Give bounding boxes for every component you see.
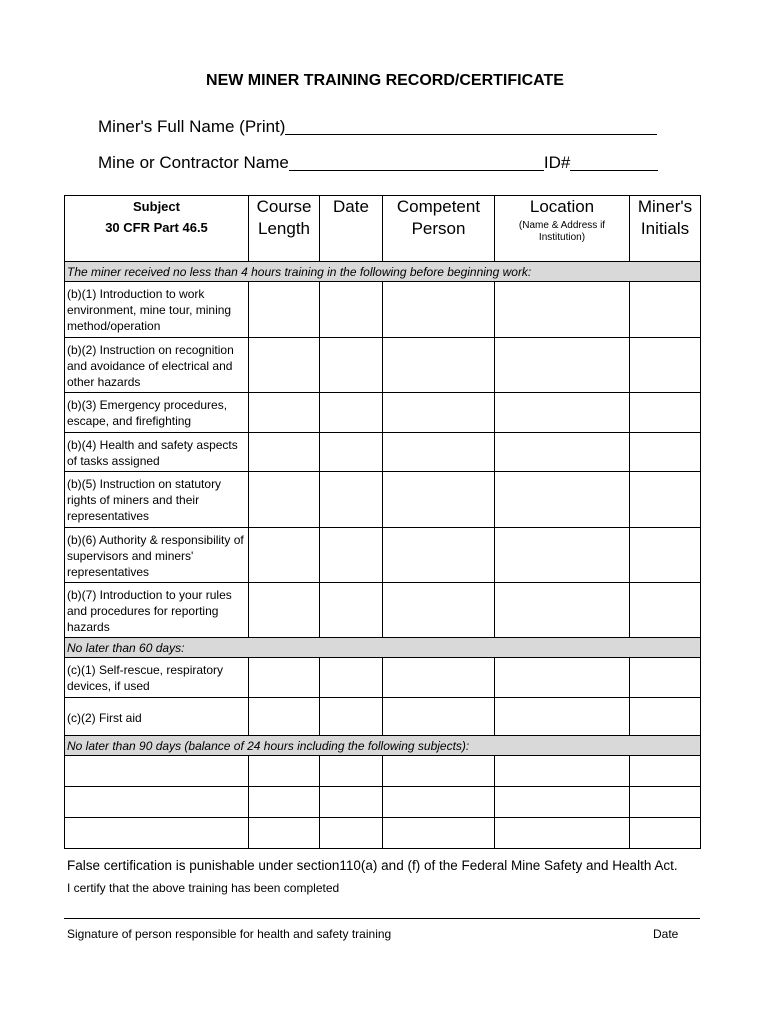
- competent-person-header: [383, 196, 495, 262]
- location-cell[interactable]: [495, 756, 630, 787]
- course-header-line1: Course: [256, 197, 312, 216]
- signature-line[interactable]: [64, 918, 700, 919]
- table-row: [65, 583, 701, 638]
- signature-date-label: Date: [653, 927, 679, 941]
- date-header: [320, 196, 383, 262]
- mine-contractor-field: [98, 153, 658, 173]
- subject-c2: (c)(2) First aid: [65, 698, 249, 736]
- initials-cell[interactable]: [630, 472, 701, 528]
- id-input-line[interactable]: [570, 154, 658, 171]
- table-row: [65, 528, 701, 583]
- signature-label: Signature of person responsible for health and safety training: [67, 927, 392, 941]
- location-cell[interactable]: [495, 282, 630, 338]
- competent-person-cell[interactable]: [383, 338, 495, 393]
- location-header-label: Location: [529, 197, 595, 216]
- date-cell[interactable]: [320, 282, 383, 338]
- subject-cell-blank[interactable]: [65, 756, 249, 787]
- date-cell[interactable]: [320, 756, 383, 787]
- subject-b6: (b)(6) Authority & responsibility of supervisors and miners' representatives: [65, 528, 249, 583]
- table-row: [65, 756, 701, 787]
- competent-person-cell[interactable]: [383, 472, 495, 528]
- initials-cell[interactable]: [630, 433, 701, 472]
- table-row: [65, 698, 701, 736]
- table-row: [65, 433, 701, 472]
- location-cell[interactable]: [495, 787, 630, 818]
- initials-cell[interactable]: [630, 338, 701, 393]
- initials-cell[interactable]: [630, 393, 701, 433]
- course-length-cell[interactable]: [249, 433, 320, 472]
- competent-header-line2: Person: [411, 219, 466, 238]
- subject-header-line1: Subject: [133, 199, 180, 214]
- miners-initials-header: [630, 196, 701, 262]
- date-cell[interactable]: [320, 658, 383, 698]
- subject-header: [65, 196, 249, 262]
- competent-person-cell[interactable]: [383, 698, 495, 736]
- subject-b7: (b)(7) Introduction to your rules and procedures for reporting hazards: [65, 583, 249, 638]
- course-length-cell[interactable]: [249, 528, 320, 583]
- course-length-cell[interactable]: [249, 658, 320, 698]
- competent-person-cell[interactable]: [383, 658, 495, 698]
- initials-header-line2: Initials: [640, 219, 690, 238]
- date-cell[interactable]: [320, 787, 383, 818]
- competent-person-cell[interactable]: [383, 756, 495, 787]
- course-length-cell[interactable]: [249, 698, 320, 736]
- date-cell[interactable]: [320, 472, 383, 528]
- id-label: ID#: [543, 153, 571, 172]
- date-cell[interactable]: [320, 338, 383, 393]
- subject-b5: (b)(5) Instruction on statutory rights of miners and their representatives: [65, 472, 249, 528]
- header-row: [65, 196, 701, 262]
- course-length-cell[interactable]: [249, 338, 320, 393]
- location-cell[interactable]: [495, 583, 630, 638]
- initials-header-line1: Miner's: [637, 197, 693, 216]
- miner-name-field: [98, 117, 657, 137]
- table-row: [65, 393, 701, 433]
- date-cell[interactable]: [320, 583, 383, 638]
- certify-statement: I certify that the above training has been completed: [67, 881, 340, 895]
- course-length-cell[interactable]: [249, 583, 320, 638]
- mine-name-input-line[interactable]: [289, 154, 544, 171]
- miner-name-input-line[interactable]: [285, 118, 657, 135]
- competent-person-cell[interactable]: [383, 282, 495, 338]
- competent-person-cell[interactable]: [383, 583, 495, 638]
- competent-person-cell[interactable]: [383, 393, 495, 433]
- location-cell[interactable]: [495, 393, 630, 433]
- initials-cell[interactable]: [630, 528, 701, 583]
- section-band-90-days: [65, 736, 701, 756]
- date-cell[interactable]: [320, 818, 383, 849]
- date-cell[interactable]: [320, 528, 383, 583]
- initials-cell[interactable]: [630, 282, 701, 338]
- subject-cell-blank[interactable]: [65, 787, 249, 818]
- subject-c1: (c)(1) Self-rescue, respiratory devices, if used: [65, 658, 249, 698]
- location-cell[interactable]: [495, 658, 630, 698]
- course-length-cell[interactable]: [249, 756, 320, 787]
- course-length-header: [249, 196, 320, 262]
- course-length-cell[interactable]: [249, 818, 320, 849]
- band-90-days-text: No later than 90 days (balance of 24 hours including the following subjects):: [65, 736, 701, 756]
- training-table: [64, 195, 701, 849]
- date-cell[interactable]: [320, 393, 383, 433]
- location-cell[interactable]: [495, 338, 630, 393]
- subject-b3: (b)(3) Emergency procedures, escape, and firefighting: [65, 393, 249, 433]
- table-row: [65, 472, 701, 528]
- initials-cell[interactable]: [630, 756, 701, 787]
- table-row: [65, 658, 701, 698]
- subject-cell-blank[interactable]: [65, 818, 249, 849]
- subject-b1: (b)(1) Introduction to work environment, mine tour, mining method/operation: [65, 282, 249, 338]
- section-band-initial: [65, 262, 701, 282]
- competent-person-cell[interactable]: [383, 433, 495, 472]
- false-certification-notice: False certification is punishable under section110(a) and (f) of the Federal Mine Safety and Health Act.: [67, 858, 678, 873]
- date-cell[interactable]: [320, 433, 383, 472]
- section-band-60-days: [65, 638, 701, 658]
- competent-person-cell[interactable]: [383, 787, 495, 818]
- competent-person-cell[interactable]: [383, 818, 495, 849]
- course-header-line2: Length: [258, 219, 310, 238]
- initials-cell[interactable]: [630, 787, 701, 818]
- subject-b4: (b)(4) Health and safety aspects of tasks assigned: [65, 433, 249, 472]
- initials-cell[interactable]: [630, 818, 701, 849]
- course-length-cell[interactable]: [249, 393, 320, 433]
- mine-name-label: Mine or Contractor Name: [98, 153, 289, 172]
- location-header: [495, 196, 630, 262]
- band-initial-text: The miner received no less than 4 hours training in the following before beginning work:: [65, 262, 701, 282]
- location-cell[interactable]: [495, 698, 630, 736]
- location-cell[interactable]: [495, 528, 630, 583]
- page-title: NEW MINER TRAINING RECORD/CERTIFICATE: [206, 72, 564, 89]
- course-length-cell[interactable]: [249, 472, 320, 528]
- table-row: [65, 787, 701, 818]
- table-row: [65, 282, 701, 338]
- location-cell[interactable]: [495, 433, 630, 472]
- subject-b2: (b)(2) Instruction on recognition and avoidance of electrical and other hazards: [65, 338, 249, 393]
- miner-name-label: Miner's Full Name (Print): [98, 117, 286, 136]
- date-header-label: Date: [333, 197, 369, 216]
- location-cell[interactable]: [495, 818, 630, 849]
- course-length-cell[interactable]: [249, 787, 320, 818]
- table-row: [65, 338, 701, 393]
- band-60-days-text: No later than 60 days:: [65, 638, 701, 658]
- table-row: [65, 818, 701, 849]
- location-header-sublabel: (Name & Address if Institution): [518, 220, 606, 243]
- competent-header-line1: Competent: [396, 197, 481, 216]
- initials-cell[interactable]: [630, 658, 701, 698]
- date-cell[interactable]: [320, 698, 383, 736]
- initials-cell[interactable]: [630, 583, 701, 638]
- course-length-cell[interactable]: [249, 282, 320, 338]
- initials-cell[interactable]: [630, 698, 701, 736]
- location-cell[interactable]: [495, 472, 630, 528]
- competent-person-cell[interactable]: [383, 528, 495, 583]
- subject-header-line2: 30 CFR Part 46.5: [105, 220, 208, 235]
